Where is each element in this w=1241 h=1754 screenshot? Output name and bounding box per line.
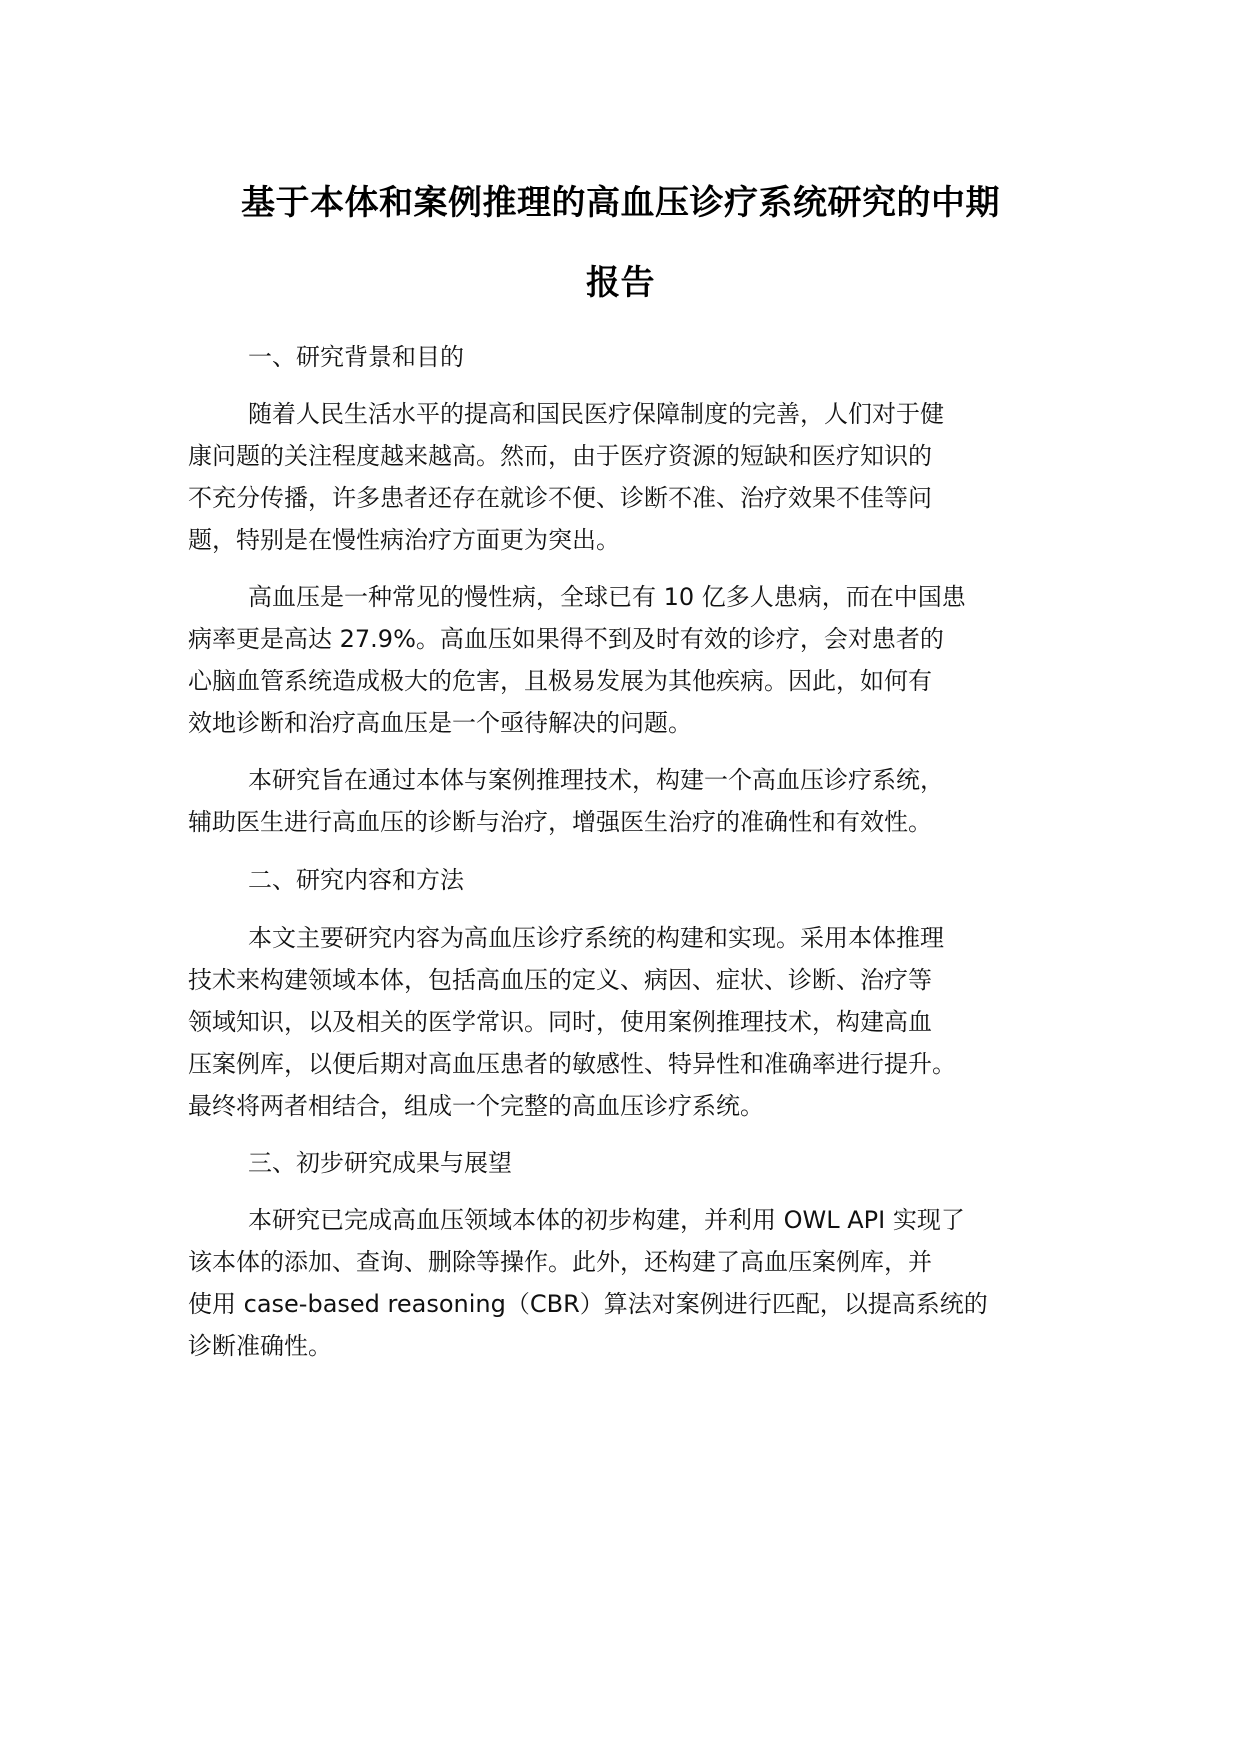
paragraph-5-line-4: 诊断准确性。 bbox=[188, 1332, 332, 1360]
paragraph-1-line-4: 题，特别是在慢性病治疗方面更为突出。 bbox=[188, 526, 620, 554]
document-title-line-2: 报告 bbox=[586, 263, 655, 303]
paragraph-4-line-5: 最终将两者相结合，组成一个完整的高血压诊疗系统。 bbox=[188, 1092, 764, 1120]
paragraph-4-line-2: 技术来构建领域本体，包括高血压的定义、病因、症状、诊断、治疗等 bbox=[188, 966, 932, 994]
paragraph-4-line-3: 领域知识，以及相关的医学常识。同时，使用案例推理技术，构建高血 bbox=[188, 1008, 932, 1036]
section-heading-1: 一、研究背景和目的 bbox=[248, 343, 464, 371]
paragraph-2-line-2: 病率更是高达 27.9%。高血压如果得不到及时有效的诊疗，会对患者的 bbox=[188, 625, 944, 653]
paragraph-4-line-4: 压案例库，以便后期对高血压患者的敏感性、特异性和准确率进行提升。 bbox=[188, 1050, 956, 1078]
paragraph-5-line-3: 使用 case-based reasoning（CBR）算法对案例进行匹配，以提高系统的 bbox=[188, 1290, 988, 1318]
paragraph-5-line-1: 本研究已完成高血压领域本体的初步构建，并利用 OWL API 实现了 bbox=[248, 1206, 965, 1234]
paragraph-1-line-3: 不充分传播，许多患者还存在就诊不便、诊断不准、治疗效果不佳等问 bbox=[188, 484, 932, 512]
paragraph-1-line-2: 康问题的关注程度越来越高。然而，由于医疗资源的短缺和医疗知识的 bbox=[188, 442, 932, 470]
document-title-line-1: 基于本体和案例推理的高血压诊疗系统研究的中期 bbox=[241, 183, 1000, 223]
paragraph-4-line-1: 本文主要研究内容为高血压诊疗系统的构建和实现。采用本体推理 bbox=[248, 924, 944, 952]
paragraph-3-line-2: 辅助医生进行高血压的诊断与治疗，增强医生治疗的准确性和有效性。 bbox=[188, 808, 932, 836]
paragraph-5-line-2: 该本体的添加、查询、删除等操作。此外，还构建了高血压案例库，并 bbox=[188, 1248, 932, 1276]
section-heading-2: 二、研究内容和方法 bbox=[248, 866, 464, 894]
section-heading-3: 三、初步研究成果与展望 bbox=[248, 1149, 512, 1177]
paragraph-2-line-3: 心脑血管系统造成极大的危害，且极易发展为其他疾病。因此，如何有 bbox=[188, 667, 932, 695]
paragraph-2-line-1: 高血压是一种常见的慢性病，全球已有 10 亿多人患病，而在中国患 bbox=[248, 583, 966, 611]
paragraph-1-line-1: 随着人民生活水平的提高和国民医疗保障制度的完善，人们对于健 bbox=[248, 400, 944, 428]
paragraph-2-line-4: 效地诊断和治疗高血压是一个亟待解决的问题。 bbox=[188, 709, 692, 737]
paragraph-3-line-1: 本研究旨在通过本体与案例推理技术，构建一个高血压诊疗系统， bbox=[248, 766, 944, 794]
